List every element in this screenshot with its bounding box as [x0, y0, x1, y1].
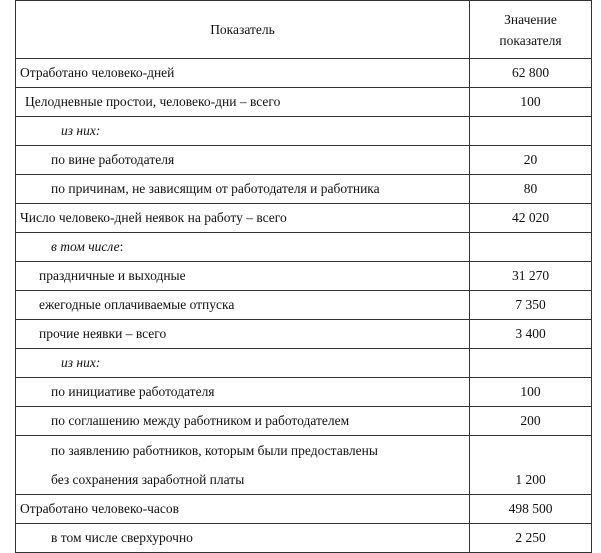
row-value: 20: [470, 146, 592, 175]
row-value: 200: [470, 407, 592, 436]
table-row: [16, 262, 592, 291]
row-value: [470, 117, 592, 146]
table-header-row: [16, 1, 592, 59]
row-label: в том числе сверхурочно: [16, 524, 470, 553]
table-row: [16, 524, 592, 553]
header-indicator: Показатель: [16, 1, 470, 59]
table-row: [16, 146, 592, 175]
row-label: прочие неявки – всего: [16, 320, 470, 349]
row-label: по соглашению между работником и работодателем: [16, 407, 470, 436]
row-label: Отработано человеко-часов: [16, 495, 470, 524]
row-value: 42 020: [470, 204, 592, 233]
row-value: [470, 233, 592, 262]
row-label: праздничные и выходные: [16, 262, 470, 291]
table-row: [16, 175, 592, 204]
table-row: [16, 233, 592, 262]
row-value: 100: [470, 88, 592, 117]
table-row: [16, 88, 592, 117]
row-value: 80: [470, 175, 592, 204]
table-row: [16, 204, 592, 233]
row-label: Число человеко-дней неявок на работу – всего: [16, 204, 470, 233]
row-value: 100: [470, 378, 592, 407]
row-label: ежегодные оплачиваемые отпуска: [16, 291, 470, 320]
row-label: по вине работодателя: [16, 146, 470, 175]
row-label: Целодневные простои, человеко-дни – всего: [16, 88, 470, 117]
row-value: 62 800: [470, 59, 592, 88]
table-row: [16, 349, 592, 378]
row-label: по причинам, не зависящим от работодателя и работника: [16, 175, 470, 204]
row-value: 1 200: [470, 436, 592, 495]
row-label-line1: по заявлению работников, которым были предоставлены: [51, 443, 378, 458]
row-value: 31 270: [470, 262, 592, 291]
header-value-line1: Значение: [504, 11, 557, 27]
row-value: 7 350: [470, 291, 592, 320]
header-value-line2: показателя: [499, 32, 562, 48]
row-label: [16, 436, 470, 495]
row-label: из них:: [16, 117, 470, 146]
table-row: [16, 320, 592, 349]
table-row: [16, 59, 592, 88]
row-value: 2 250: [470, 524, 592, 553]
table-row: [16, 407, 592, 436]
row-value: [470, 349, 592, 378]
row-label: по инициативе работодателя: [16, 378, 470, 407]
row-label-italic: в том числе: [51, 239, 120, 254]
row-value: 3 400: [470, 320, 592, 349]
table-row: [16, 436, 592, 495]
table-row: [16, 495, 592, 524]
row-value: 498 500: [470, 495, 592, 524]
row-label-line2: без сохранения заработной платы: [51, 472, 245, 487]
indicators-table: [15, 0, 592, 553]
table-row: [16, 117, 592, 146]
table-row: [16, 291, 592, 320]
table-row: [16, 378, 592, 407]
row-label: из них:: [16, 349, 470, 378]
row-label: Отработано человеко-дней: [16, 59, 470, 88]
header-value: [470, 1, 592, 59]
row-label: [16, 233, 470, 262]
row-label-suffix: :: [119, 239, 124, 254]
